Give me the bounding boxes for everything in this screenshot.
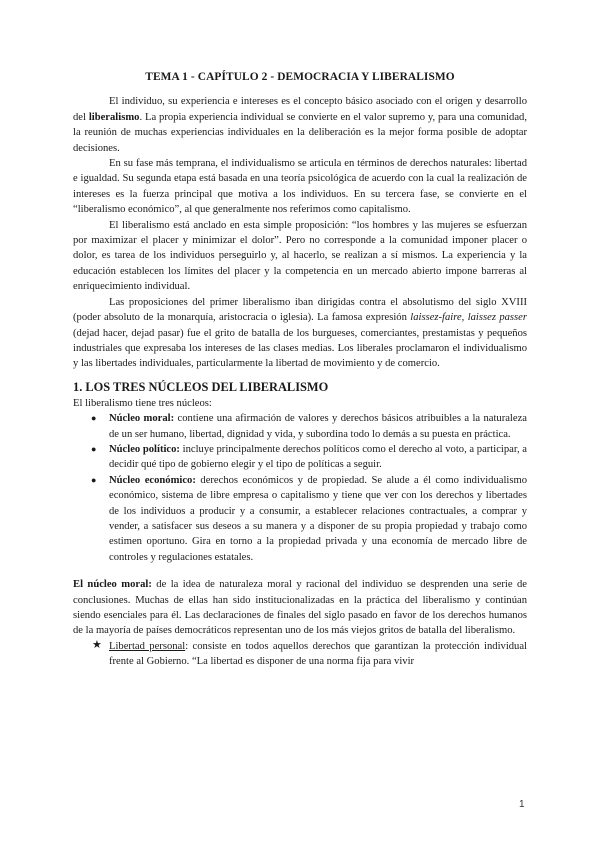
intro-paragraph-3: El liberalismo está anclado en esta simple proposición: “los hombres y las mujeres se esfuerzan por maximizar el placer y minimizar el dolor”. Pero no corresponde a la comunidad imponer placer o dolor, es tarea de los individuos perseguirlo y, al hacerlo, se realizan a sí mismos. La experiencia y la educación establecen los límites del placer y la competencia en un mercado abierto impone barreras al enriquecimiento individual. [73,219,527,293]
moral-paragraph [73,577,527,639]
nucleos-list [73,411,527,565]
list-item-term: Núcleo económico: [109,474,196,486]
intro-p1-text-b: . La propia experiencia individual se convierte en el valor supremo y, para una comunidad, la reunión de muchas experiencias individuales en la deliberación es la mejor forma posible de adoptar decisiones. [73,111,528,154]
star-icon: ★ [92,638,102,651]
moral-term: El núcleo moral: [73,579,152,591]
star-list-item [92,638,528,670]
list-item-term: Núcleo político: [109,443,180,455]
spacer [73,565,527,577]
page-number: 1 [519,799,525,810]
moral-text: de la idea de naturaleza moral y racional del individuo se desprenden una serie de conclusiones. Muchas de ellas han sido institucionalizadas en la práctica del liberalismo y continúan siendo esenciales para él. Las declaraciones de finales del siglo pasado en favor de los derechos humanos de la mayoría de países democráticos representan uno de los más viejos gritos de batalla del liberalismo. [73,579,527,637]
list-item-moral [109,411,527,442]
intro-paragraph-1 [73,94,527,156]
document-page [73,70,527,670]
list-item-term: Núcleo moral: [109,413,175,425]
star-item-text: : consiste en todos aquellos derechos que garantizan la protección individual frente al Gobierno. “La libertad es disponer de una norma fija para vivir [109,640,528,668]
page-title: TEMA 1 - CAPÍTULO 2 - DEMOCRACIA Y LIBERALISMO [145,71,455,83]
list-item-text: incluye principalmente derechos políticos como el derecho al voto, a participar, a decidir qué tipo de gobierno elegir y el tipo de políticas a seguir. [109,443,527,471]
intro-paragraph-4 [73,295,527,372]
list-item-economico [109,473,527,565]
star-item-term: Libertad personal [109,640,186,652]
intro-p4-italic: laissez-faire, laissez passer [410,312,527,324]
list-item-text: contiene una afirmación de valores y derechos básicos atribuibles a la naturaleza de un ser humano, libertad, dignidad y vida, y subordina todo lo demás a su puesta en práctica. [109,413,527,440]
list-item-politico [109,442,527,473]
intro-p1-text-a: El individuo, su experiencia e intereses es el concepto básico asociado con el origen y desarrollo del [73,96,527,123]
list-item-text: derechos económicos y de propiedad. Se alude a él como individualismo económico, sistema de libre empresa o capitalismo y tiene que ver con los derechos y libertades de los individuos a producir y a consumir, a establecer relaciones contractuales, a comprar y vender, a satisfacer sus deseos a su manera y a disponer de su propia propiedad y trabajo como estimen oportuno. Gira en torno a la propiedad privada y una economía de mercado libre de controles y regulaciones estatales. [109,474,527,563]
star-list [73,639,527,670]
intro-p4-text-a: Las proposiciones del primer liberalismo iban dirigidas contra el absolutismo del siglo XVIII (poder absoluto de la monarquía, aristocracia o iglesia). La famosa expresión [73,296,527,324]
section-lead: El liberalismo tiene tres núcleos: [73,397,212,409]
section-heading: 1. LOS TRES NÚCLEOS DEL LIBERALISMO [73,379,329,394]
intro-paragraph-2: En su fase más temprana, el individualismo se articula en términos de derechos naturales: libertad e igualdad. Su segunda etapa está basada en una teoría psicológica de acuerdo con la cual la realización de intereses es la fuerza principal que motiva a los individuos. En su tercera fase, se convierte en el “liberalismo económico”, al que generalmente nos referimos como capitalismo. [73,158,527,216]
intro-p1-bold: liberalismo [88,111,140,123]
intro-p4-text-b: (dejad hacer, dejad pasar) fue el grito de batalla de los burgueses, comerciantes, prestamistas y pequeños industriales que expresaba los intereses de las clases medias. Los liberales proclamaron el individualismo y las libertades individuales, particularmente la libertad de movimiento y de comercio. [73,327,527,370]
